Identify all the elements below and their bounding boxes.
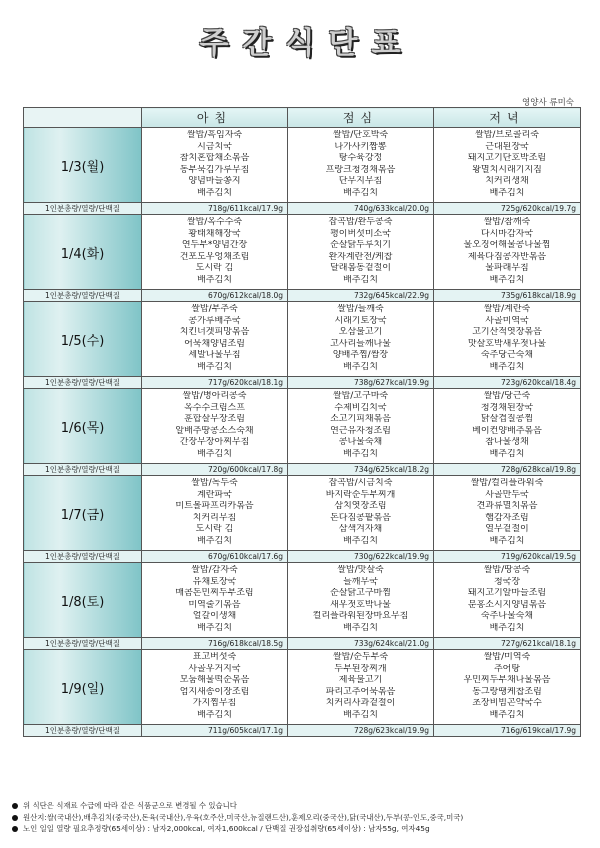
dish-item: 돼지고기단호박조림 xyxy=(467,153,547,164)
dish-item: 다시마감자국 xyxy=(480,228,534,239)
nutrition-value-dinner: 728g/628kcal/19.8g xyxy=(434,464,581,476)
dish-item: 초장비빔곤약국수 xyxy=(472,698,542,709)
dish-item: 배추김치 xyxy=(343,622,378,633)
nutrition-row xyxy=(24,464,581,476)
title-wrap xyxy=(0,18,600,62)
dish-item: 동그랑땡케찹조림 xyxy=(472,686,542,697)
nutrition-row xyxy=(24,638,581,650)
nutrition-value-dinner: 723g/620kcal/18.4g xyxy=(434,377,581,389)
dish-item: 견과류멸치볶음 xyxy=(476,501,538,512)
header-lunch: 점심 xyxy=(288,108,434,128)
bullet-icon xyxy=(12,815,18,821)
dish-item: 수제비김치국 xyxy=(334,402,387,413)
meal-cell-lunch xyxy=(288,476,434,551)
dish-item: 참치혼합채소볶음 xyxy=(179,153,250,164)
note-item xyxy=(12,800,592,812)
dish-item: 쌀밥/병아리콩죽 xyxy=(182,391,247,401)
nutrition-value-breakfast: 718g/611kcal/17.9g xyxy=(142,203,288,215)
dish-item: 양념마늘쫑지 xyxy=(188,176,241,187)
dish-item: 쌀밥/순두부죽 xyxy=(332,652,389,662)
dish-item: 파리고추어묵볶음 xyxy=(325,686,396,697)
note-item xyxy=(12,812,592,824)
dish-item: 맛살호박새우젓나물 xyxy=(467,338,547,349)
dish-item: 세발나물무침 xyxy=(188,350,241,361)
dish-item: 닭살겹질콩찜 xyxy=(480,414,534,425)
dish-item: 쌀밥/들깨죽 xyxy=(337,304,384,314)
dish-item: 배추김치 xyxy=(197,187,232,198)
dish-item: 완자계란전/케찹 xyxy=(328,251,393,262)
dish-item: 컬리플라워된장마요무침 xyxy=(312,611,409,622)
dish-item: 두부된장찌개 xyxy=(334,663,387,674)
note-item xyxy=(12,823,592,835)
dish-item: 시금치국 xyxy=(197,141,232,152)
page-title: 주간식단표 xyxy=(199,26,415,61)
nutrition-row xyxy=(24,377,581,389)
dish-item: 배추김치 xyxy=(343,361,378,372)
header-corner xyxy=(24,108,142,128)
nutrition-value-breakfast: 720g/600kcal/17.8g xyxy=(142,464,288,476)
nutrition-value-lunch: 738g/627kcal/19.9g xyxy=(288,377,434,389)
note-text: 원산지:쌀(국내산),배추김치(중국산),돈육(국내산),우육(호주산,미국산,뉴질랜드산),훈제오리(중국산),닭(국내산),두부(콩-인도,중국,미국) xyxy=(23,812,464,822)
dish-item: 물파래무침 xyxy=(485,263,529,274)
nutrition-value-dinner: 727g/621kcal/18.1g xyxy=(434,638,581,650)
dish-item: 바지락순두부찌개 xyxy=(325,489,396,500)
meal-cell-breakfast xyxy=(142,650,288,725)
dish-item: 유채토장국 xyxy=(192,576,237,587)
day-row xyxy=(24,128,581,203)
dish-item: 배추김치 xyxy=(343,274,378,285)
dish-item: 훈합살무장조림 xyxy=(184,414,245,425)
day-row xyxy=(24,476,581,551)
day-row xyxy=(24,563,581,638)
dish-item: 쌀밥/옥수수죽 xyxy=(186,217,243,227)
note-text: 위 식단은 식재료 수급에 따라 같은 식품군으로 변경될 수 있습니다 xyxy=(23,801,237,810)
dish-item: 양배추찜/쌈장 xyxy=(332,350,389,361)
day-label: 1/7(금) xyxy=(24,476,142,551)
dish-item: 나가사키짬뽕 xyxy=(334,141,387,152)
dish-item: 배추김치 xyxy=(489,361,525,372)
dish-item: 배추김치 xyxy=(197,709,232,720)
meal-cell-lunch xyxy=(288,563,434,638)
dish-item: 쌀밥/맛살죽 xyxy=(337,565,384,575)
meal-cell-dinner xyxy=(434,128,581,203)
dish-item: 순살닭고구마찜 xyxy=(330,588,391,599)
dish-item: 배추김치 xyxy=(343,187,378,198)
dish-item: 치커리무침 xyxy=(192,512,237,523)
table-header-row xyxy=(24,108,581,128)
bullet-icon xyxy=(12,826,18,832)
dish-item: 알배추땅콩소스숙채 xyxy=(175,425,254,436)
nutrition-label: 1인분총량/열량/단백질 xyxy=(24,377,142,389)
meal-cell-dinner xyxy=(434,563,581,638)
nutrition-value-breakfast: 717g/620kcal/18.1g xyxy=(142,377,288,389)
dish-item: 돼지고기알마늘조림 xyxy=(467,588,547,599)
nutrition-row xyxy=(24,725,581,737)
dish-item: 도시락 김 xyxy=(195,524,234,535)
nutrition-value-lunch: 734g/625kcal/18.2g xyxy=(288,464,434,476)
dish-item: 옥수수크림스프 xyxy=(184,402,245,413)
dish-item: 평이버섯미소국 xyxy=(330,228,391,239)
dish-item: 황태채해장국 xyxy=(188,228,241,239)
dish-item: 사골만두국 xyxy=(485,489,529,500)
dish-item: 치킨너겟피망볶음 xyxy=(179,327,250,338)
nutrition-value-breakfast: 711g/605kcal/17.1g xyxy=(142,725,288,737)
dish-item: 배추김치 xyxy=(489,448,525,459)
dish-item: 쌀밥/계란죽 xyxy=(483,304,531,314)
dish-item: 배추김치 xyxy=(197,448,232,459)
dish-item: 미트볼파프리카볶음 xyxy=(175,501,254,512)
meal-cell-breakfast xyxy=(142,476,288,551)
dish-item: 돈다짐콩팥볶음 xyxy=(330,512,391,523)
dish-item: 청국장 xyxy=(493,576,521,587)
dish-item: 치커리생채 xyxy=(485,176,529,187)
day-label: 1/6(목) xyxy=(24,389,142,464)
note-text: 노인 일일 열량 필요추정량(65세이상) : 남자2,000kcal, 여자1,600kcal / 단백질 권장섭취량(65세이상) : 남자55g, 여자45g xyxy=(23,824,430,833)
nutrition-label: 1인분총량/열량/단백질 xyxy=(24,551,142,563)
dish-item: 매콤돈민찌두부조림 xyxy=(175,588,254,599)
dish-item: 고기산적엿장볶음 xyxy=(472,327,542,338)
dish-item: 쌀밥/녹두죽 xyxy=(191,478,238,488)
dish-item: 시래기토장국 xyxy=(334,315,387,326)
meal-cell-dinner xyxy=(434,302,581,377)
dish-item: 쌀밥/흑임자죽 xyxy=(186,130,243,140)
dish-item: 쌀밥/컬리플라워죽 xyxy=(470,478,544,488)
dish-item: 추어탕 xyxy=(493,663,521,674)
dish-item: 탕수육강정 xyxy=(338,153,383,164)
dish-item: 삼색겨자채 xyxy=(338,524,383,535)
meal-cell-breakfast xyxy=(142,215,288,290)
nutrition-value-lunch: 740g/633kcal/20.0g xyxy=(288,203,434,215)
dish-item: 배추김치 xyxy=(343,535,378,546)
meal-cell-lunch xyxy=(288,128,434,203)
nutrition-value-dinner: 716g/619kcal/17.9g xyxy=(434,725,581,737)
dish-item: 삼치엿장조림 xyxy=(334,501,387,512)
day-label: 1/4(화) xyxy=(24,215,142,290)
dish-item: 얼갈이생채 xyxy=(192,611,237,622)
dish-item: 어묵채양념조림 xyxy=(184,338,245,349)
dish-item: 미역줄기볶음 xyxy=(188,599,241,610)
nutrition-label: 1인분총량/열량/단백질 xyxy=(24,638,142,650)
dish-item: 배추김치 xyxy=(489,274,525,285)
dish-item: 연근유자청조림 xyxy=(330,425,391,436)
dish-item: 연두부*양념간장 xyxy=(181,240,248,251)
dish-item: 쌀밥/당근죽 xyxy=(483,391,531,401)
dish-item: 도시락 김 xyxy=(195,263,234,274)
dish-item: 숙주당근숙채 xyxy=(480,350,534,361)
day-row xyxy=(24,215,581,290)
nutrition-row xyxy=(24,551,581,563)
dish-item: 청경채된장국 xyxy=(480,402,534,413)
nutrition-value-lunch: 728g/623kcal/19.9g xyxy=(288,725,434,737)
dish-item: 배추김치 xyxy=(197,622,232,633)
dish-item: 순살닭두루치기 xyxy=(330,240,391,251)
dish-item: 배추김치 xyxy=(489,187,525,198)
header-dinner: 저녁 xyxy=(434,108,581,128)
dish-item: 배추김치 xyxy=(343,448,378,459)
dish-item: 근대된장국 xyxy=(485,141,529,152)
dish-item: 동부묵김가루무침 xyxy=(179,164,250,175)
dish-item: 쌀밥/감자죽 xyxy=(191,565,238,575)
dish-item: 배추김치 xyxy=(489,622,525,633)
day-label: 1/5(수) xyxy=(24,302,142,377)
nutrition-value-breakfast: 670g/612kcal/18.0g xyxy=(142,290,288,302)
dish-item: 분홍소시지양념볶음 xyxy=(467,599,547,610)
nutrition-row xyxy=(24,203,581,215)
dish-item: 쌀밥/미역죽 xyxy=(483,652,531,662)
dish-item: 배추김치 xyxy=(489,535,525,546)
dish-item: 왕멸치시래기지짐 xyxy=(472,164,542,175)
dish-item: 잡곡밥/시금치죽 xyxy=(328,478,393,488)
dish-item: 우민찌두부채나물볶음 xyxy=(463,675,551,686)
nutrition-label: 1인분총량/열량/단백질 xyxy=(24,203,142,215)
nutrition-label: 1인분총량/열량/단백질 xyxy=(24,464,142,476)
dish-item: 햄감자조림 xyxy=(485,512,529,523)
nutrition-row xyxy=(24,290,581,302)
dish-item: 쌀밥/단호박죽 xyxy=(332,130,389,140)
dish-item: 물오징어해물콩나물찜 xyxy=(463,240,551,251)
dish-item: 사골우거지국 xyxy=(188,663,241,674)
meal-cell-dinner xyxy=(434,389,581,464)
dish-item: 숙주나물숙채 xyxy=(480,611,534,622)
dish-item: 계란파국 xyxy=(197,489,232,500)
day-row xyxy=(24,650,581,725)
dish-item: 쌀밥/부추죽 xyxy=(191,304,238,314)
meal-cell-lunch xyxy=(288,302,434,377)
meal-cell-dinner xyxy=(434,215,581,290)
meal-cell-lunch xyxy=(288,389,434,464)
dish-item: 배추김치 xyxy=(197,361,232,372)
meal-cell-breakfast xyxy=(142,302,288,377)
dish-item: 오삼불고기 xyxy=(338,327,383,338)
nutrition-value-breakfast: 716g/618kcal/18.5g xyxy=(142,638,288,650)
day-row xyxy=(24,302,581,377)
dish-item: 달래봄동겉절이 xyxy=(330,263,391,274)
notes xyxy=(12,800,592,835)
meal-cell-lunch xyxy=(288,650,434,725)
dish-item: 제육불고기 xyxy=(338,675,383,686)
menu-body xyxy=(24,128,581,737)
dish-item: 들깨무국 xyxy=(343,576,378,587)
dish-item: 건포도우엉채조림 xyxy=(179,251,250,262)
dish-item: 새우젓호박나물 xyxy=(330,599,391,610)
dish-item: 프랑크청경채볶음 xyxy=(325,164,396,175)
dish-item: 모둠해물떡순볶음 xyxy=(179,675,250,686)
nutrition-value-lunch: 730g/622kcal/19.9g xyxy=(288,551,434,563)
dish-item: 콩가루배추국 xyxy=(188,315,241,326)
nutrition-value-dinner: 725g/620kcal/19.7g xyxy=(434,203,581,215)
dish-item: 가지찜무침 xyxy=(192,698,237,709)
dish-item: 쌀밥/땅콩죽 xyxy=(483,565,531,575)
meal-cell-breakfast xyxy=(142,389,288,464)
dish-item: 열무겉절이 xyxy=(485,524,529,535)
dietitian-label: 영양사 류미숙 xyxy=(522,98,574,108)
dish-item: 배추김치 xyxy=(197,274,232,285)
meal-cell-dinner xyxy=(434,476,581,551)
dish-item: 콩나물숙채 xyxy=(338,437,383,448)
nutrition-value-lunch: 732g/645kcal/22.9g xyxy=(288,290,434,302)
dish-item: 사골미역국 xyxy=(485,315,529,326)
day-label: 1/8(토) xyxy=(24,563,142,638)
header-breakfast: 아침 xyxy=(142,108,288,128)
nutrition-value-breakfast: 670g/610kcal/17.6g xyxy=(142,551,288,563)
day-row xyxy=(24,389,581,464)
dish-item: 고사리들깨나물 xyxy=(330,338,391,349)
day-label: 1/9(일) xyxy=(24,650,142,725)
dish-item: 엄지새송이장조림 xyxy=(179,686,250,697)
meal-cell-breakfast xyxy=(142,563,288,638)
nutrition-label: 1인분총량/열량/단백질 xyxy=(24,725,142,737)
dish-item: 배추김치 xyxy=(343,709,378,720)
meal-cell-dinner xyxy=(434,650,581,725)
dish-item: 표고버섯죽 xyxy=(192,652,237,662)
dish-item: 쌀밥/고구마죽 xyxy=(332,391,389,401)
nutrition-value-dinner: 719g/620kcal/19.5g xyxy=(434,551,581,563)
weekly-menu-table xyxy=(23,107,581,737)
dish-item: 제육다짐콩자반볶음 xyxy=(467,251,547,262)
dish-item: 쌀밥/브로콜리죽 xyxy=(475,130,539,140)
day-label: 1/3(월) xyxy=(24,128,142,203)
meal-cell-lunch xyxy=(288,215,434,290)
dish-item: 간장무장아찌무침 xyxy=(179,437,250,448)
meal-cell-breakfast xyxy=(142,128,288,203)
nutrition-value-dinner: 735g/618kcal/18.9g xyxy=(434,290,581,302)
nutrition-value-lunch: 733g/624kcal/21.0g xyxy=(288,638,434,650)
dish-item: 베이컨양배추볶음 xyxy=(472,425,542,436)
dish-item: 배추김치 xyxy=(489,709,525,720)
dish-item: 쌀밥/참깨죽 xyxy=(483,217,531,227)
dish-item: 소고기피채볶음 xyxy=(330,414,391,425)
dish-item: 단무지무침 xyxy=(338,176,383,187)
dish-item: 잡곡밥/완두콩죽 xyxy=(328,217,393,227)
dish-item: 배추김치 xyxy=(197,535,232,546)
bullet-icon xyxy=(12,803,18,809)
dish-item: 참나물생채 xyxy=(485,437,529,448)
dish-item: 치커리사과겉절이 xyxy=(325,698,396,709)
nutrition-label: 1인분총량/열량/단백질 xyxy=(24,290,142,302)
